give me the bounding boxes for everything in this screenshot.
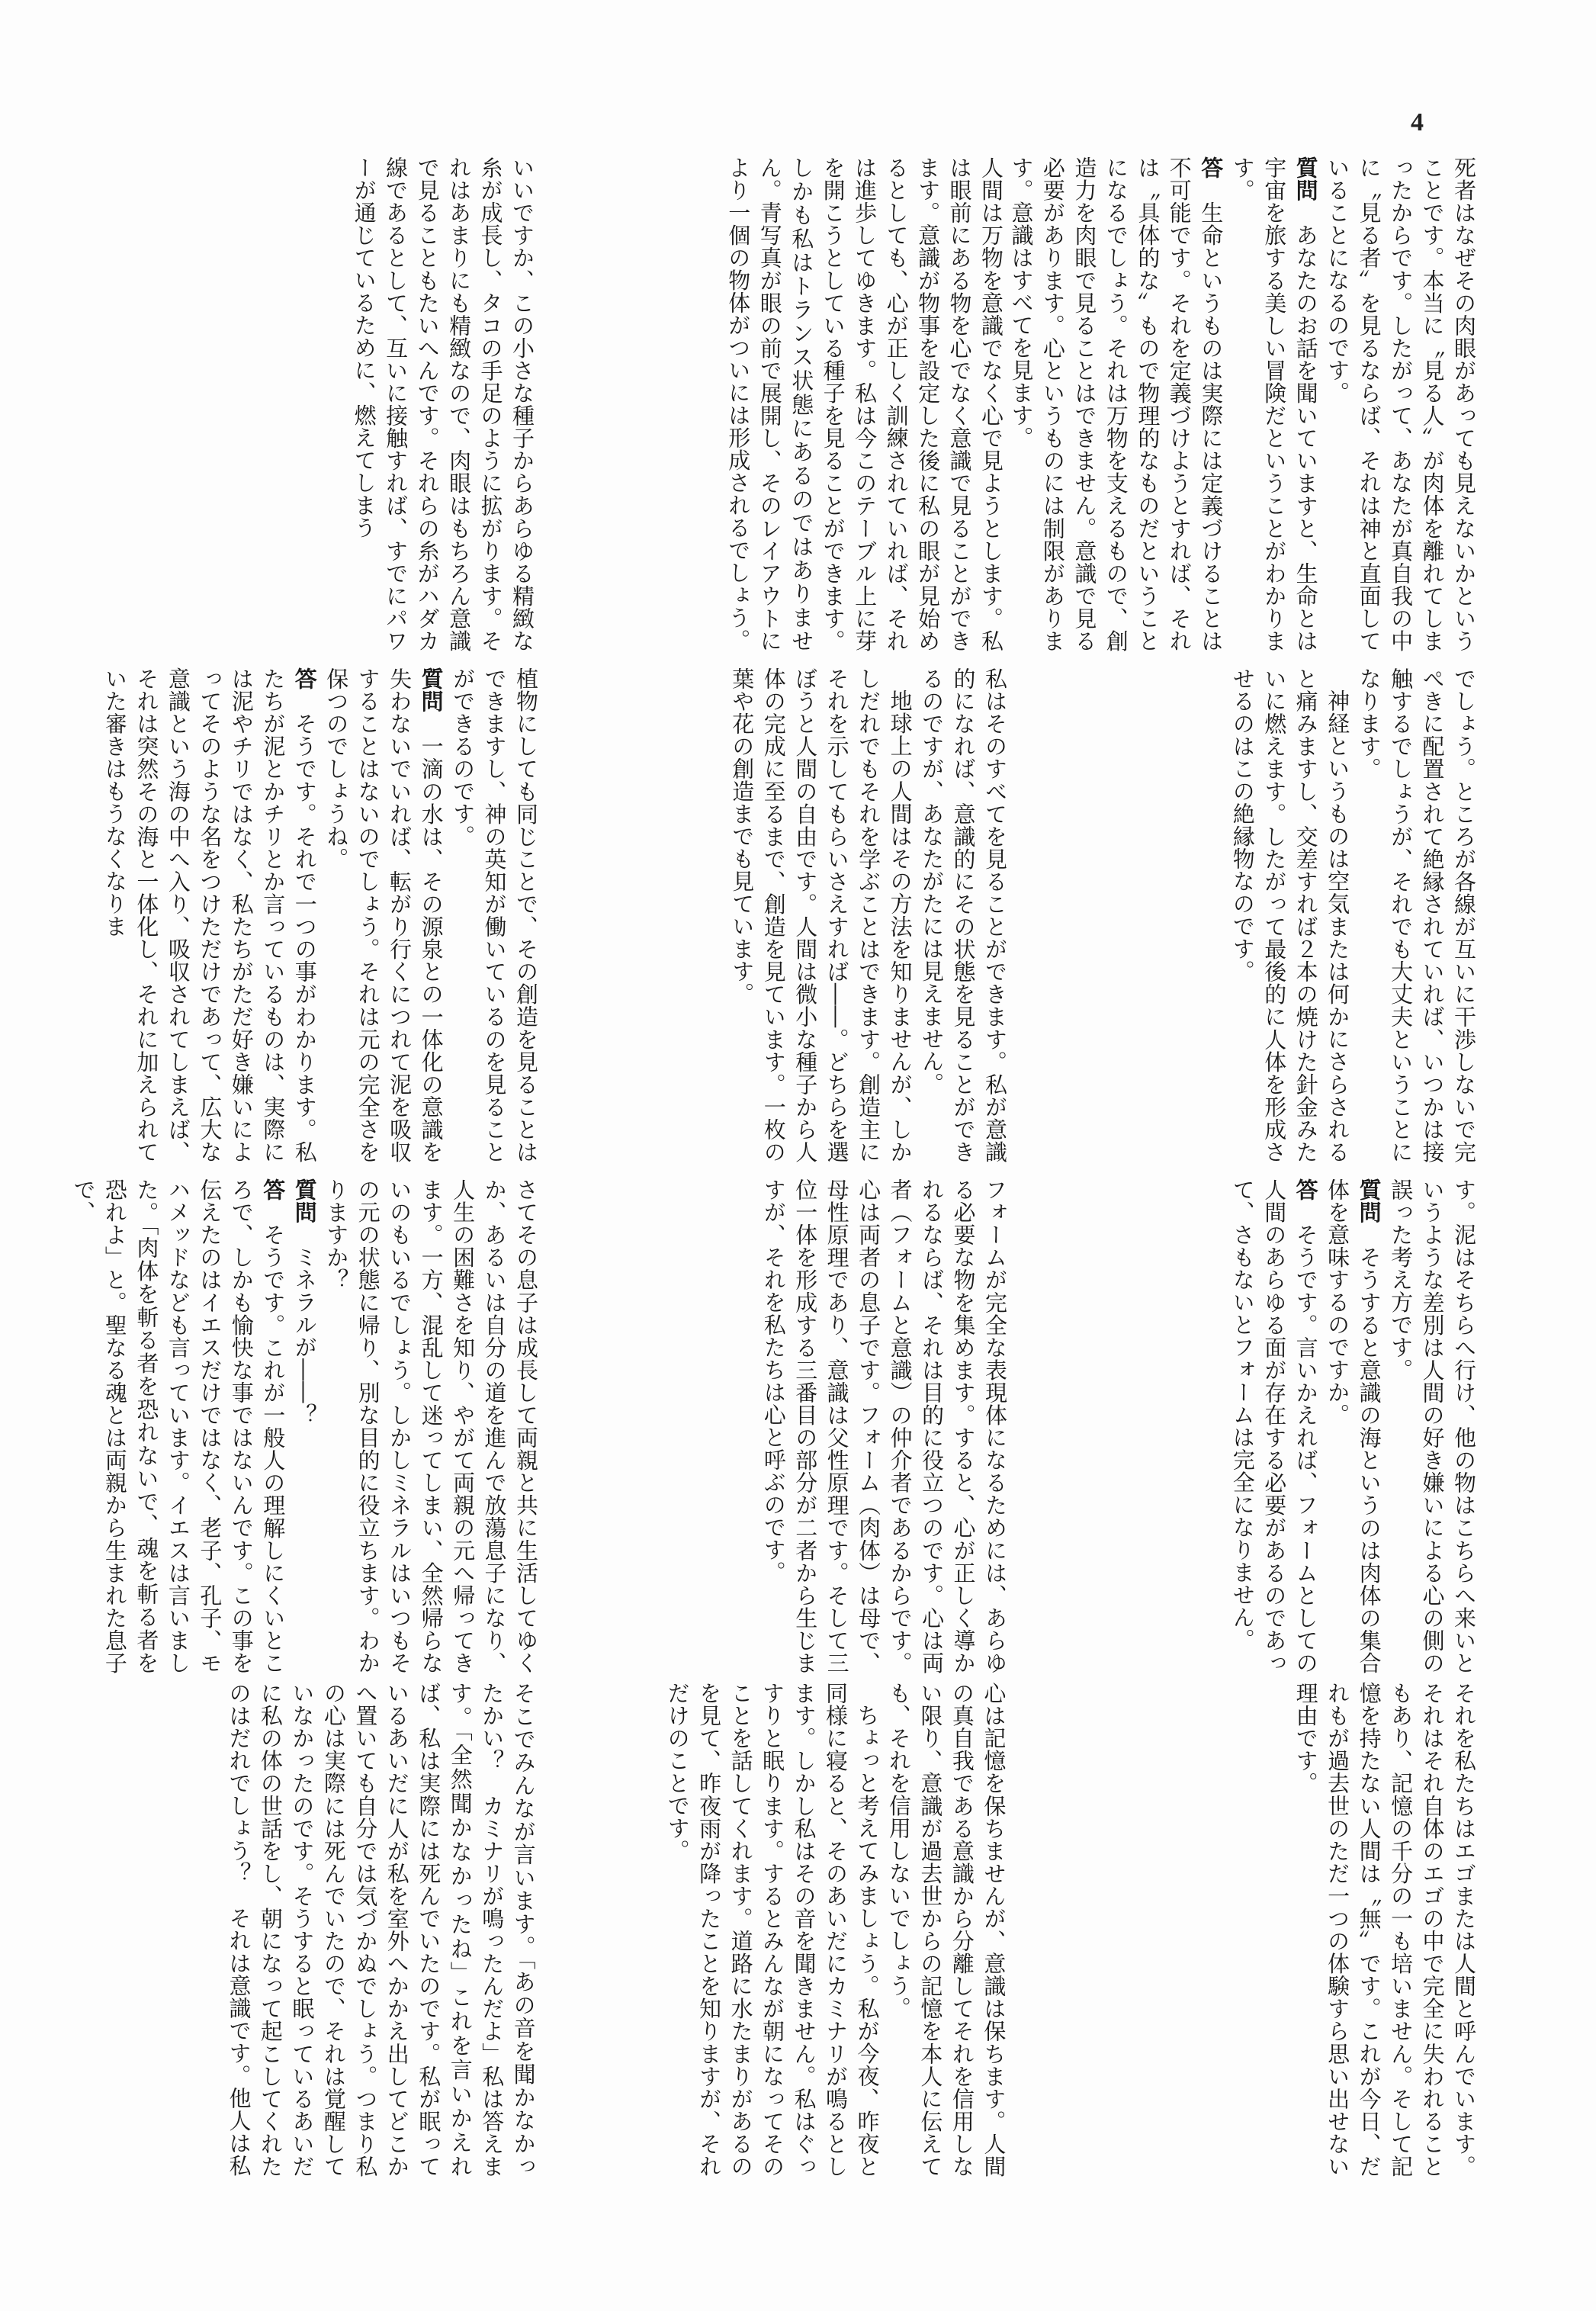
text-column	[122, 1682, 539, 2178]
text-tier-4	[122, 1682, 1479, 2178]
paragraph	[288, 1178, 320, 1674]
text-column	[595, 1178, 1010, 1674]
text-column	[1062, 1682, 1479, 2178]
paragraph	[67, 1178, 288, 1674]
paragraph-text: あなたのお話を聞いていますと、生命とは宇宙を旅する美しい冒険だということがわかります。	[1229, 156, 1319, 653]
paragraph-text: そうです。それで一つの事がわかります。私たちが泥とかチリとか言っているものは、実際には泥やチリではなく、私たちがただ好き嫌いによってそのような名をつけただけであって、広大な意識という海の中へ入り、吸収されてしまえば、それは突然その海と一体化し、それに加えられていた審きはもうなくなりま	[101, 667, 318, 1164]
paragraph	[1321, 156, 1479, 652]
question-label: 質問	[418, 667, 445, 713]
paragraph	[348, 156, 538, 652]
paragraph	[98, 667, 320, 1163]
text-tier-1	[122, 156, 1479, 652]
paragraph-text: 私はそのすべてを見ることができます。私が意識的になれば、意識的にその状態を見ることができるのですが、あなたがたには見えません。	[919, 667, 1008, 1163]
text-column	[1064, 667, 1479, 1163]
text-column	[101, 667, 541, 1164]
page-number: 4	[1411, 108, 1424, 137]
text-column	[1008, 156, 1479, 653]
text-column	[592, 1682, 1010, 2178]
answer-label: 答	[1198, 156, 1225, 179]
answer-label: 答	[260, 1178, 287, 1201]
text-column	[70, 1178, 541, 1675]
paragraph-text: 神経というものは空気または何かにさらされると痛みますし、交差すれば２本の焼けた針金みたいに燃えます。したがって最後的に人体を形成させるのはこの絶縁物なのです。	[1229, 667, 1351, 1163]
paragraph-text: 心は記憶を保ちませんが、意識は保ちます。人間の真自我である意識から分離してそれを信用しない限り、意識が過去世からの記憶を本人に伝えても、それを信用しないでしょう。	[885, 1682, 1007, 2178]
text-column	[591, 156, 1007, 652]
paragraph	[726, 667, 916, 1163]
paragraph	[223, 1682, 539, 2178]
text-column	[122, 156, 538, 652]
paragraph-text: ミネラルが――？	[291, 1245, 318, 1426]
paragraph-text: 植物にしても同じことで、その創造を見ることはできますし、神の英知が働いているのを見ることができるのです。	[450, 667, 539, 1163]
paragraph	[661, 1682, 882, 2178]
paragraph	[722, 156, 1007, 652]
paragraph-text: 死者はなぜその肉眼があっても見えないかということです。本当に〝見る人〟が肉体を離れてしまったからです。したがって、あなたが真自我の中に〝見る者〟を見るならば、それは神と直面していることになるのです。	[1325, 156, 1477, 652]
paragraph	[757, 1178, 1010, 1674]
paragraph	[320, 667, 447, 1163]
answer-label: 答	[291, 667, 318, 690]
paragraph	[1289, 1682, 1479, 2178]
paragraph	[916, 667, 1010, 1163]
paragraph-text: そうです。これが一般人の理解しにくいところで、しかも愉快な事ではないんです。この事を伝えたのはイエスだけではなく、老子、孔子、モハメッドなども言っています。イエスは言いました。「肉体を斬る者を恐れないで、魂を斬る者を恐れよ」と。聖なる魂とは両親から生まれた息子で、	[70, 1178, 287, 1675]
question-label: 質問	[1356, 1178, 1382, 1224]
paragraph	[1005, 156, 1226, 652]
paragraph-text: でしょう。ところが各線が互いに干渉しないで完ぺきに配置されて絶縁されていれば、いつかは接触するでしょうが、それでも大丈夫ということになります。	[1356, 667, 1477, 1163]
paragraph-text: それを私たちはエゴまたは人間と呼んでいます。それはそれ自体のエゴの中で完全に失われることもあり、記憶の千分の一も培いません。そして記憶を持たない人間は〝無〟です。これが今日、だれもが過去世のただ一つの体験すら思い出せない理由です。	[1293, 1682, 1477, 2178]
paragraph-text: そこでみんなが言います。「あの音を聞かなかったかい？ カミナリが鳴ったんだよ」私は答えます。「全然聞かなかったね」これを言いかえれば、私は実際には死んでいたのです。私が眠っているあいだに人が私を室外へかかえ出してどこかへ置いても自分では気づかぬでしょう。つまり私の心は実際には死んでいたので、それは覚醒していなかったのです。そうすると眠っているあいだに私の体の世話をし、朝になって起こしてくれたのはだれでしょう？ それは意識です。他人は私	[226, 1682, 537, 2178]
paragraph	[1321, 1178, 1385, 1674]
paragraph	[447, 667, 541, 1163]
paragraph-text: さてその息子は成長して両親と共に生活してゆくか、あるいは自分の道を進んで放蕩息子になり、人生の困難さを知り、やがて両親の元へ帰ってきます。一方、混乱して迷ってしまい、全然帰らないのもいるでしょう。しかしミネラルはいつもその元の状態に帰り、別な目的に役立ちます。わかりますか？	[323, 1178, 539, 1674]
paragraph	[1226, 667, 1353, 1163]
paragraph-text: そうすると意識の海というのは肉体の集合体を意味するのですか。	[1325, 1178, 1382, 1675]
paragraph-text: ちょっと考えてみましょう。私が今夜、昨夜と同様に寝ると、そのあいだにカミナリが鳴るとします。しかし私はその音を聞きません。私はぐっすりと眠ります。するとみんなが朝になってそのことを話してくれます。道路に水たまりがあるのを見て、昨夜雨が降ったことを知りますが、それだけのことです。	[664, 1682, 881, 2178]
paragraph	[1226, 1178, 1321, 1674]
text-column	[1064, 1178, 1479, 1674]
paragraph-text: そうです。言いかえれば、フォームとしての人間のあらゆる面が存在する必要があるのであって、さもないとフォームは完全になりません。	[1229, 1178, 1319, 1675]
text-tier-3	[70, 1178, 1479, 1675]
text-tier-2	[101, 667, 1479, 1164]
paragraph	[1353, 667, 1479, 1163]
paragraph-text: 生命というものは実際には定義づけることは不可能です。それを定義づけようとすれば、それは〝具体的な〟もので物理的なものだということになるでしょう。それは万物を支えるもので、創造力を肉眼で見ることはできません。意識で見る必要があります。心というものには制限があります。意識はすべてを見ます。	[1008, 156, 1225, 653]
paragraph	[1226, 156, 1321, 652]
paragraph-text: 人間は万物を意識でなく心で見ようとします。私は眼前にある物を心でなく意識で見ることができます。意識が物事を設定した後に私の眼が見始めるとしても、心が正しく訓練されていれば、それは進歩してゆきます。私は今このテーブル上に芽を開こうとしている種子を見ることができます。しかも私はトランス状態にあるのではありません。青写真が眼の前で展開し、そのレイアウトにより一個の物体がついには形成されるでしょう。	[725, 156, 1004, 652]
text-column	[595, 667, 1010, 1163]
question-label: 質問	[291, 1178, 318, 1223]
answer-label: 答	[1293, 1178, 1319, 1201]
paragraph-text: フォームが完全な表現体になるためには、あらゆる必要な物を集めます。すると、心が正しく導かれるならば、それは目的に役立つのです。心は両者（フォームと意識）の仲介者であるからです。心は両者の息子です。フォーム（肉体）は母で、母性原理であり、意識は父性原理です。そして三位一体を形成する三番目の部分が二者から生じますが、それを私たちは心と呼ぶのです。	[760, 1178, 1008, 1674]
paragraph-text: 地球上の人間はその方法を知りませんが、しかしだれでもそれを学ぶことはできます。創造主にそれを示してもらいさえすれば――。どちらを選ぼうと人間の自由です。人間は微小な種子から人体の完成に至るまで、創造を見ています。一枚の葉や花の創造までも見ています。	[729, 667, 914, 1163]
paragraph-text: 一滴の水は、その源泉との一体化の意識を失わないでいれば、転がり行くにつれて泥を吸収することはないのでしょう。それは元の完全さを保つのでしょうね。	[323, 667, 445, 1164]
question-label: 質問	[1293, 156, 1319, 202]
paragraph-text: いいですか、この小さな種子からあらゆる精緻な糸が成長し、タコの手足のように拡がります。それはあまりにも精緻なので、肉眼はもちろん意識で見ることもたいへんです。それらの糸がハダカ線であるとして、互いに接触すれば、すでにパワーが通じているために、燃えてしまう	[351, 156, 535, 652]
paragraph	[320, 1178, 541, 1674]
paragraph	[1385, 1178, 1479, 1674]
paragraph-text: す。泥はそちらへ行け、他の物はこちらへ来いというような差別は人間の好き嫌いによる心の側の誤った考え方です。	[1388, 1178, 1477, 1674]
paragraph	[882, 1682, 1009, 2178]
